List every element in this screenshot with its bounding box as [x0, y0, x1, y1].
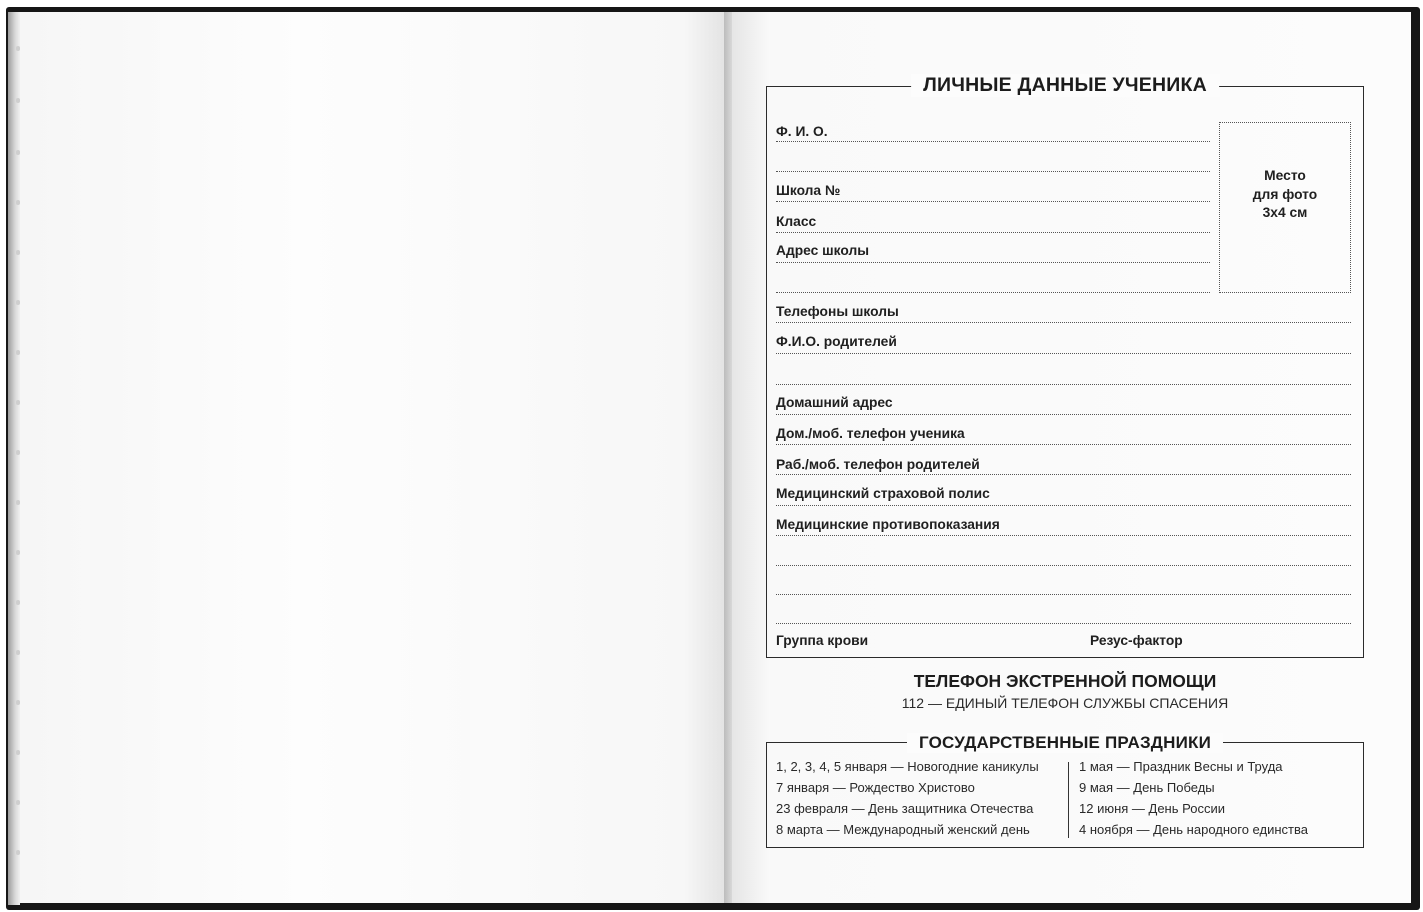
photo-text-line-2: для фото — [1252, 186, 1318, 202]
parents-fio-line[interactable] — [776, 353, 1351, 354]
insurance-line[interactable] — [776, 505, 1351, 506]
holiday-item: 1 мая — Праздник Весны и Труда — [1079, 759, 1283, 774]
holiday-item: 4 ноября — День народного единства — [1079, 822, 1308, 837]
holiday-item: 9 мая — День Победы — [1079, 780, 1215, 795]
holidays-divider — [1068, 762, 1069, 838]
contraindications-line[interactable] — [776, 535, 1351, 536]
class-line[interactable] — [776, 232, 1210, 233]
contraindications-line-3[interactable] — [776, 594, 1351, 595]
school-address-line[interactable] — [776, 262, 1210, 263]
home-address-label: Домашний адрес — [776, 395, 893, 410]
parents-fio-label: Ф.И.О. родителей — [776, 334, 897, 349]
holidays-title: ГОСУДАРСТВЕННЫЕ ПРАЗДНИКИ — [907, 733, 1223, 753]
student-phone-line[interactable] — [776, 444, 1351, 445]
photo-placeholder — [1219, 122, 1351, 293]
contraindications-line-2[interactable] — [776, 565, 1351, 566]
holiday-item: 23 февраля — День защитника Отечества — [776, 801, 1034, 816]
school-address-label: Адрес школы — [776, 243, 870, 258]
photo-text-line-1: Место — [1264, 168, 1306, 183]
parents-fio-line-2[interactable] — [776, 384, 1351, 385]
school-number-line[interactable] — [776, 201, 1210, 202]
page-gutter — [724, 12, 732, 903]
fio-label: Ф. И. О. — [776, 124, 828, 139]
holiday-item: 1, 2, 3, 4, 5 января — Новогодние каникулы — [776, 759, 1039, 774]
holiday-item: 7 января — Рождество Христово — [776, 780, 975, 795]
insurance-label: Медицинский страховой полис — [776, 486, 990, 501]
student-phone-label: Дом./моб. телефон ученика — [776, 426, 965, 441]
page-edge — [8, 12, 20, 905]
holiday-item: 8 марта — Международный женский день — [776, 822, 1030, 837]
school-address-line-2[interactable] — [776, 292, 1210, 293]
school-phones-label: Телефоны школы — [776, 304, 899, 319]
blood-group-label: Группа крови — [776, 633, 869, 648]
fio-line[interactable] — [776, 141, 1210, 142]
school-phones-line[interactable] — [776, 322, 1351, 323]
contraindications-line-4[interactable] — [776, 623, 1351, 624]
parents-phone-label: Раб./моб. телефон родителей — [776, 457, 980, 472]
emergency-subtitle: 112 — ЕДИНЫЙ ТЕЛЕФОН СЛУЖБЫ СПАСЕНИЯ — [901, 695, 1229, 711]
holiday-item: 12 июня — День России — [1079, 801, 1225, 816]
left-page — [20, 12, 727, 903]
home-address-line[interactable] — [776, 414, 1351, 415]
school-number-label: Школа № — [776, 183, 841, 198]
personal-data-title: ЛИЧНЫЕ ДАННЫЕ УЧЕНИКА — [911, 74, 1219, 97]
rh-factor-label: Резус-фактор — [1090, 633, 1183, 648]
contraindications-label: Медицинские противопоказания — [776, 517, 1000, 532]
parents-phone-line[interactable] — [776, 474, 1351, 475]
fio-line-2[interactable] — [776, 171, 1210, 172]
emergency-title: ТЕЛЕФОН ЭКСТРЕННОЙ ПОМОЩИ — [913, 671, 1217, 691]
class-label: Класс — [776, 214, 817, 229]
photo-text-line-3: 3х4 см — [1262, 205, 1308, 220]
